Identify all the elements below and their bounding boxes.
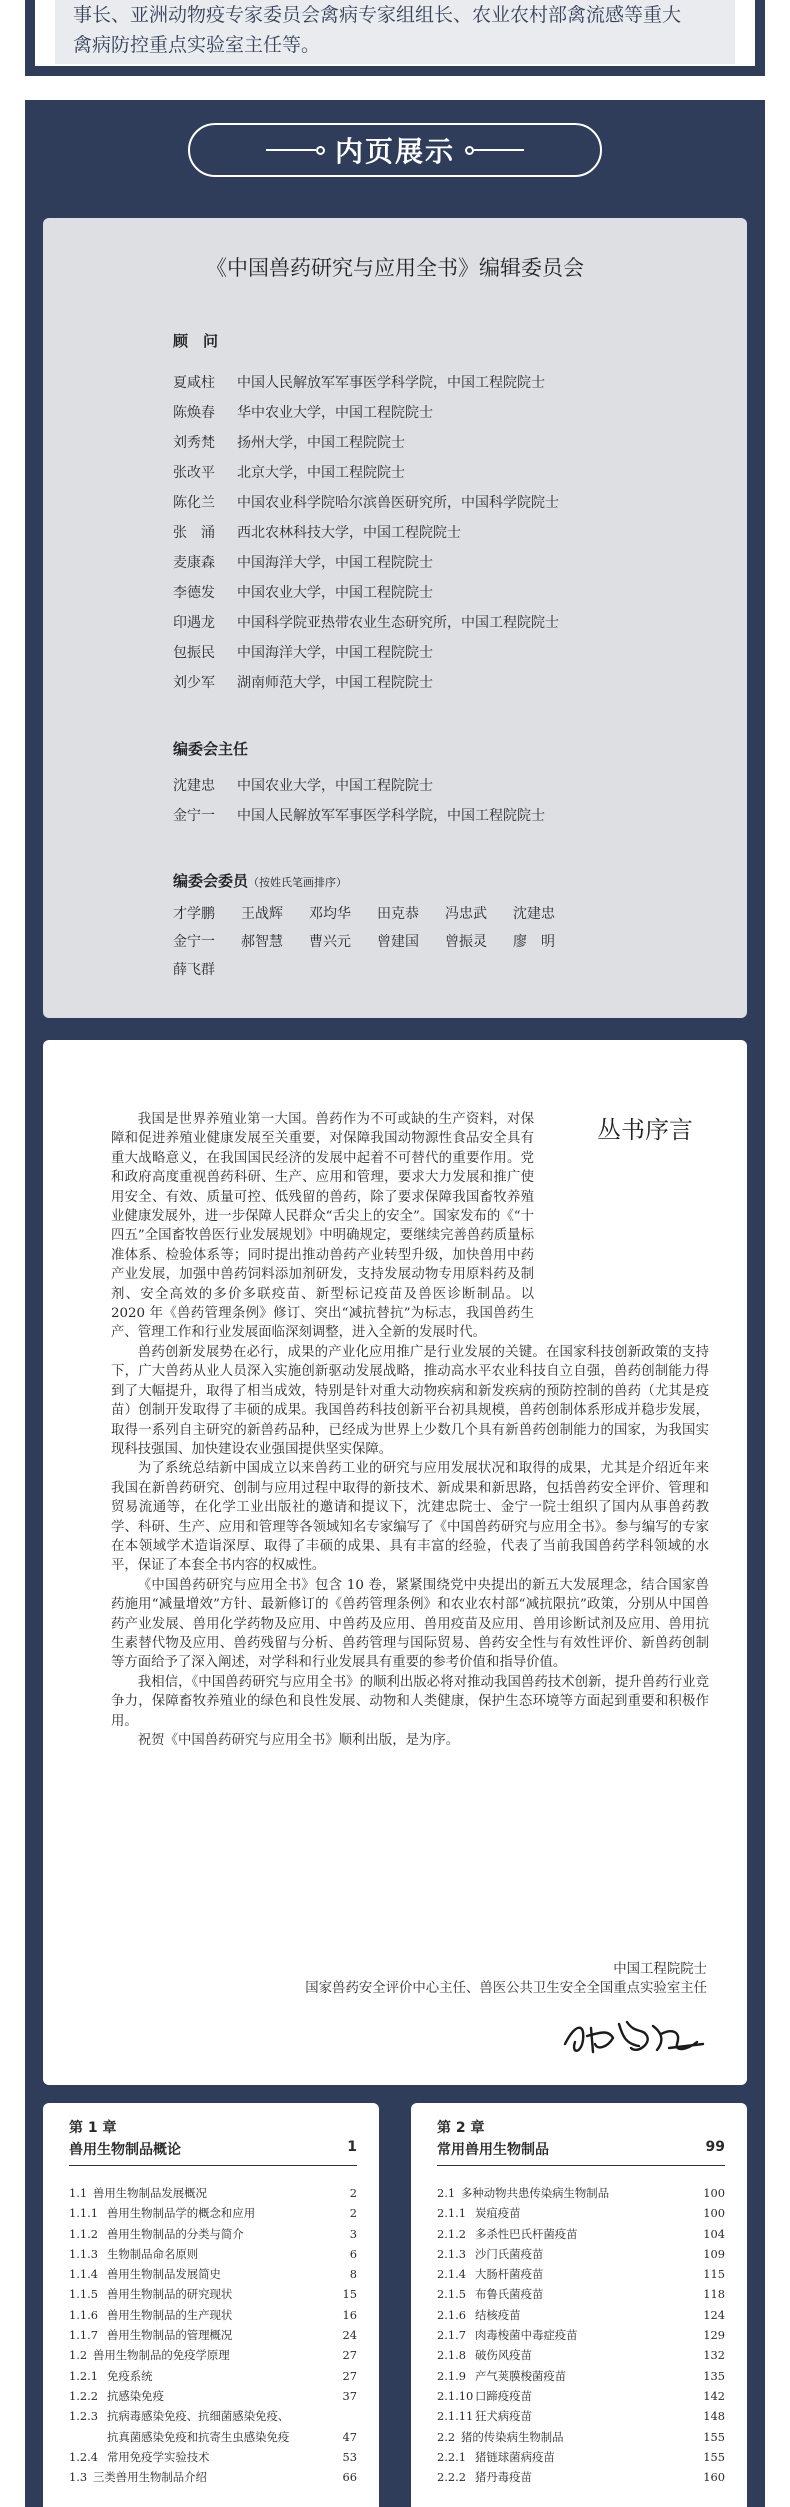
intro-section <box>25 0 765 76</box>
members-order-note: （按姓氏笔画排序） <box>248 876 348 889</box>
toc-entry: 1.1.5 兽用生物制品的研究现状 15 <box>69 2287 357 2302</box>
toc-page-chapter-2 <box>411 2103 747 2507</box>
preface-page <box>43 1040 747 2085</box>
advisor-row: 夏咸柱 中国人民解放军军事医学科学院，中国工程院院士 <box>173 375 545 391</box>
toc-entry: 2.2 猪的传染病生物制品 155 <box>437 2429 725 2444</box>
signature-line-1: 中国工程院院士 <box>613 1962 707 1977</box>
toc-entry: 2.1.10 口蹄疫疫苗 142 <box>437 2388 725 2403</box>
member-name: 田克恭 <box>377 906 419 922</box>
advisor-row: 麦康森 中国海洋大学，中国工程院院士 <box>173 555 433 571</box>
member-name: 邓均华 <box>309 906 351 922</box>
chair-list <box>173 771 545 831</box>
toc-entry: 1.2.1 免疫系统 27 <box>69 2368 357 2383</box>
toc-entry: 2.1.2 多杀性巴氏杆菌疫苗 104 <box>437 2226 725 2241</box>
chair-row: 金宁一 中国人民解放军军事医学科学院，中国工程院院士 <box>173 808 545 824</box>
member-name: 沈建忠 <box>513 906 555 922</box>
toc-divider <box>69 2165 357 2166</box>
toc-entry: 1.1.7 兽用生物制品的管理概况 24 <box>69 2328 357 2343</box>
toc-entry: 2.1.8 破伤风疫苗 132 <box>437 2348 725 2363</box>
toc-entry: 1.1.3 生物制品命名原则 6 <box>69 2246 357 2261</box>
toc-divider <box>437 2165 725 2166</box>
banner-title: 内页展示 <box>334 135 455 168</box>
members-grid <box>173 900 593 984</box>
preface-body <box>111 1110 709 1750</box>
member-name: 冯忠武 <box>445 906 487 922</box>
member-name: 王战辉 <box>241 906 283 922</box>
toc-chapter-title: 常用兽用生物制品 <box>437 2142 549 2158</box>
member-name: 才学鹏 <box>173 906 215 922</box>
preface-paragraph: 《中国兽药研究与应用全书》包含 10 卷，紧紧围绕党中央提出的新五大发展理念，结合国家兽药施用“减量增效”方针、最新修订的《兽药管理条例》和农业农村部“减抗限抗”政策，分别从中国兽药产业发展、兽用化学药物及应用、中兽药及应用、兽用疫苗及应用、兽用诊断试剂及应用、兽用抗生素替代物及应用、兽药残留与分析、兽药管理与国际贸易、兽药安全性与有效性评价、新兽药创制等方面给予了深入阐述，对学科和行业发展具有重要的参考价值和指导价值。 <box>111 1577 709 1671</box>
intro-line-1: 事长、亚洲动物疫专家委员会禽病专家组组长、农业农村部禽流感等重大 <box>73 4 682 26</box>
toc-chapter-title: 兽用生物制品概论 <box>69 2142 181 2158</box>
toc-entry: 1.1.1 兽用生物制品学的概念和应用 2 <box>69 2206 357 2221</box>
toc-entry: 2.1.9 产气荚膜梭菌疫苗 135 <box>437 2368 725 2383</box>
chair-row: 沈建忠 中国农业大学，中国工程院院士 <box>173 778 433 794</box>
section-banner <box>188 123 602 177</box>
advisors-heading: 顾 问 <box>173 332 219 350</box>
toc-entry: 1.2.2 抗感染免疫 37 <box>69 2388 357 2403</box>
preface-signature-block <box>305 1960 707 1999</box>
toc-entry: 2.1.11 狂犬病疫苗 148 <box>437 2409 725 2424</box>
signature-line-2: 国家兽药安全评价中心主任、兽医公共卫生安全全国重点实验室主任 <box>305 1981 707 1997</box>
toc-entry: 1.3 三类兽用生物制品介绍 66 <box>69 2470 357 2485</box>
preface-paragraph: 为了系统总结新中国成立以来兽药工业的研究与应用发展状况和取得的成果，尤其是介绍近年来我国在新兽药研究、创制与应用过程中取得的新技术、新成果和新思路，包括兽药安全评价、管理和贸易流通等，在化学工业出版社的邀请和提议下，沈建忠院士、金宁一院士组织了国内从事兽药教学、科研、生产、应用和管理等各领域知名专家编写了《中国兽药研究与应用全书》。参与编写的专家在本领域学术造诣深厚、取得了丰硕的成果、具有丰富的经验，代表了当前我国兽药学科领域的水平，保证了本套全书内容的权威性。 <box>111 1461 709 1574</box>
toc-chapter-page: 99 <box>705 2139 725 2155</box>
preface-title: 丛书序言 <box>597 1116 693 1144</box>
chair-heading: 编委会主任 <box>173 740 249 758</box>
member-name: 曾建国 <box>377 934 419 950</box>
toc-chapter-page: 1 <box>347 2139 357 2155</box>
member-name: 郝智慧 <box>241 934 283 950</box>
member-name: 金宁一 <box>173 934 215 950</box>
toc-list <box>69 2183 357 2487</box>
intro-text-box <box>55 0 735 64</box>
committee-title: 《中国兽药研究与应用全书》编辑委员会 <box>206 256 584 280</box>
toc-entry: 2.1.3 沙门氏菌疫苗 109 <box>437 2246 725 2261</box>
toc-chapter-number: 第 1 章 <box>69 2120 117 2136</box>
toc-entry: 1.2 兽用生物制品的免疫学原理 27 <box>69 2348 357 2363</box>
advisor-row: 张改平 北京大学，中国工程院院士 <box>173 465 405 481</box>
toc-entry: 2.2.1 猪链球菌病疫苗 155 <box>437 2449 725 2464</box>
toc-entry: 2.1.1 炭疽疫苗 100 <box>437 2206 725 2221</box>
intro-line-2: 禽病防控重点实验室主任等。 <box>73 34 321 56</box>
preface-paragraph: 我国是世界养殖业第一大国。兽药作为不可或缺的生产资料，对保障和促进养殖业健康发展至关重要，对保障我国动物源性食品安全具有重大战略意义，在我国国民经济的发展中起着不可替代的重要作用。党和政府高度重视兽药科研、生产、应用和管理，要求大力发展和推广使用安全、有效、质量可控、低残留的兽药，除了要求保障我国畜牧养殖业健康发展外，进一步保障人民群众“舌尖上的安全”。国家发布的《“十四五”全国畜牧兽医行业发展规划》中明确规定，要继续完善兽药质量标准体系、检验体系等；同时提出推动兽药产业转型升级，加快兽用中药产业发展，加强中兽药饲料添加剂研发，支持发展动物专用原料药及制剂、安全高效的多价多联疫苗、新型标记疫苗及兽医诊断制品。以 2020 年《兽药管理条例》修订、突出“减抗替抗”为标志，我国兽药生产、管理工作和行业发展面临深刻调整，进入全新的发展时代。 <box>111 1112 534 1341</box>
toc-chapter-title-row <box>437 2139 725 2159</box>
members-heading <box>173 870 347 891</box>
banner-line-left <box>266 149 316 151</box>
toc-entry: 1.2.4 常用免疫学实验技术 53 <box>69 2449 357 2464</box>
member-name: 廖 明 <box>513 934 555 950</box>
toc-entry: 2.1.5 布鲁氏菌疫苗 118 <box>437 2287 725 2302</box>
toc-entry: 2.1.7 肉毒梭菌中毒症疫苗 129 <box>437 2328 725 2343</box>
advisors-list <box>173 368 559 698</box>
advisor-row: 张 涌 西北农林科技大学，中国工程院院士 <box>173 525 461 541</box>
intro-frame <box>25 0 765 76</box>
toc-entry: 1.1.4 兽用生物制品发展简史 8 <box>69 2267 357 2282</box>
handwritten-signature-icon <box>557 2014 707 2062</box>
member-name: 曾振灵 <box>445 934 487 950</box>
member-name: 薛飞群 <box>173 962 215 978</box>
toc-entry: 抗真菌感染免疫和抗寄生虫感染免疫 47 <box>107 2429 357 2444</box>
toc-entry: 2.2.2 猪丹毒疫苗 160 <box>437 2470 725 2485</box>
toc-chapter-title-row <box>69 2139 357 2159</box>
member-name: 曹兴元 <box>309 934 351 950</box>
advisor-row: 包振民 中国海洋大学，中国工程院院士 <box>173 645 433 661</box>
advisor-row: 李德发 中国农业大学，中国工程院院士 <box>173 585 433 601</box>
advisor-row: 印遇龙 中国科学院亚热带农业生态研究所，中国工程院院士 <box>173 615 559 631</box>
toc-entry: 1.1 兽用生物制品发展概况 2 <box>69 2186 357 2200</box>
banner-line-right <box>474 149 524 151</box>
committee-page <box>43 218 747 1018</box>
preface-paragraph: 兽药创新发展势在必行，成果的产业化应用推广是行业发展的关键。在国家科技创新政策的支持下，广大兽药从业人员深入实施创新驱动发展战略，推动高水平农业科技自立自强，兽药创制能力得到了大幅提升，取得了相当成效，特别是针对重大动物疾病和新发疾病的预防控制的兽药（尤其是疫苗）创制开发取得了丰硕的成果。我国兽药科技创新平台初具规模，兽药创制体系形成并稳步发展，取得一系列自主研究的新兽药品种，已经成为世界上少数几个具有新兽药创制能力的国家，为我国实现科技强国、加快建设农业强国提供坚实保障。 <box>111 1344 709 1457</box>
toc-entry: 2.1.4 大肠杆菌疫苗 115 <box>437 2267 725 2282</box>
toc-list <box>437 2183 725 2487</box>
toc-entry: 2.1.6 结核疫苗 124 <box>437 2307 725 2322</box>
inner-pages-section <box>25 100 765 2507</box>
preface-paragraph: 我相信，《中国兽药研究与应用全书》的顺利出版必将对推动我国兽药技术创新，提升兽药行业竞争力，保障畜牧养殖业的绿色和良性发展、动物和人类健康，保护生态环境等方面起到重要和积极作用。 <box>111 1674 709 1729</box>
toc-entry: 1.1.6 兽用生物制品的生产现状 16 <box>69 2307 357 2322</box>
banner-dot-left-icon <box>316 146 325 155</box>
toc-entry: 2.1 多种动物共患传染病生物制品 100 <box>437 2186 725 2200</box>
title-float-spacer <box>534 1110 709 1320</box>
toc-page-chapter-1 <box>43 2103 379 2507</box>
members-heading-label: 编委会委员 <box>173 872 249 890</box>
banner-dot-right-icon <box>465 146 474 155</box>
advisor-row: 刘少军 湖南师范大学，中国工程院院士 <box>173 675 433 691</box>
advisor-row: 刘秀梵 扬州大学，中国工程院院士 <box>173 435 405 451</box>
toc-entry: 1.1.2 兽用生物制品的分类与简介 3 <box>69 2226 357 2241</box>
advisor-row: 陈焕春 华中农业大学，中国工程院院士 <box>173 405 433 421</box>
toc-entry: 1.2.3 抗病毒感染免疫、抗细菌感染免疫、 <box>69 2409 290 2424</box>
preface-paragraph: 祝贺《中国兽药研究与应用全书》顺利出版，是为序。 <box>137 1733 460 1748</box>
toc-chapter-number: 第 2 章 <box>437 2120 485 2136</box>
advisor-row: 陈化兰 中国农业科学院哈尔滨兽医研究所，中国科学院院士 <box>173 495 559 511</box>
